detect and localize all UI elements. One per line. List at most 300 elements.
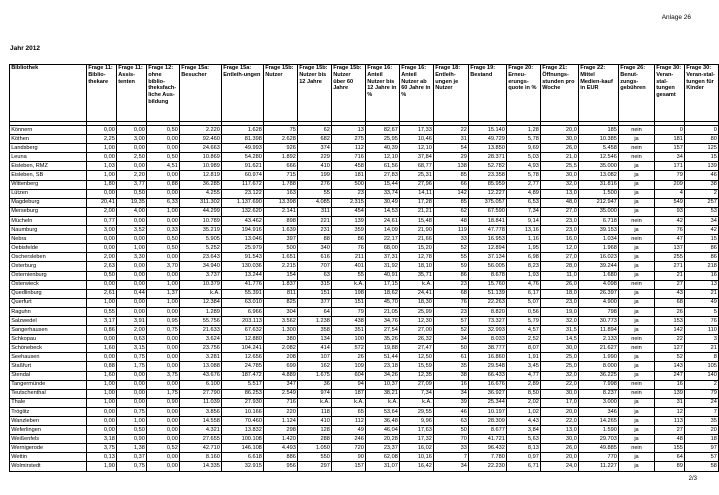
table-cell: 1.675: [298, 371, 332, 380]
table-cell: 86: [685, 253, 719, 262]
table-cell: 0,00: [117, 371, 147, 380]
column-header: Frage 16: Anteil Nutzer bis 12 Jahre in %: [366, 65, 400, 122]
table-cell: 401: [332, 262, 366, 271]
table-row: [10, 462, 719, 471]
table-row: [10, 262, 719, 271]
table-cell: 12,10: [400, 144, 434, 153]
library-name-cell: Staßfurt: [10, 362, 87, 371]
table-cell: ja: [619, 371, 655, 380]
column-header: Frage 19: Bestand: [469, 65, 507, 122]
table-cell: 0,75: [117, 407, 147, 416]
table-cell: 0,88: [87, 362, 117, 371]
table-cell: 0,00: [117, 262, 147, 271]
table-cell: 0,13: [87, 453, 117, 462]
table-cell: 2.141: [264, 207, 298, 216]
table-cell: 0,00: [87, 335, 117, 344]
table-cell: 76: [655, 226, 685, 235]
table-cell: 24.663: [180, 144, 222, 153]
column-header: Frage 15a: Besucher: [180, 65, 222, 122]
table-row: [10, 335, 719, 344]
table-cell: 0,75: [117, 462, 147, 471]
table-cell: ja: [619, 435, 655, 444]
table-cell: 0,56: [507, 307, 541, 316]
table-cell: 0,00: [147, 462, 180, 471]
table-cell: nein: [619, 153, 655, 162]
table-cell: 38.777: [469, 344, 507, 353]
table-cell: 438: [332, 316, 366, 325]
table-cell: 43.462: [222, 216, 264, 225]
table-cell: nein: [619, 389, 655, 398]
table-cell: 208: [264, 353, 298, 362]
table-cell: 29.548: [469, 362, 507, 371]
table-cell: 110: [685, 326, 719, 335]
table-cell: 138: [434, 162, 469, 171]
table-cell: 55.756: [180, 316, 222, 325]
table-cell: 218: [685, 262, 719, 271]
table-cell: 220: [264, 407, 298, 416]
table-cell: 10.166: [222, 407, 264, 416]
table-cell: 34,76: [366, 316, 400, 325]
table-cell: 715: [264, 171, 298, 180]
table-cell: nein: [619, 444, 655, 453]
table-cell: 97: [685, 444, 719, 453]
table-cell: 20,0: [541, 126, 579, 135]
library-name-cell: Wettin: [10, 453, 87, 462]
table-cell: 199: [298, 171, 332, 180]
table-cell: 2,00: [87, 253, 117, 262]
table-cell: 28.371: [469, 153, 507, 162]
table-cell: 3,52: [117, 226, 147, 235]
table-cell: k.A.: [332, 398, 366, 407]
table-cell: ja: [619, 226, 655, 235]
table-row: [10, 271, 719, 280]
table-cell: 1.968: [579, 244, 619, 253]
table-cell: 0,86: [87, 326, 117, 335]
column-header: Bibliothek: [10, 65, 87, 122]
table-cell: 3,75: [87, 444, 117, 453]
table-cell: 18,30: [400, 298, 434, 307]
table-cell: 19,88: [366, 344, 400, 353]
table-cell: 41.721: [469, 435, 507, 444]
table-cell: 311: [298, 207, 332, 216]
library-name-cell: Tangermünde: [10, 380, 87, 389]
table-cell: 3,15: [117, 344, 147, 353]
table-cell: 42: [655, 216, 685, 225]
table-cell: 61: [434, 353, 469, 362]
table-cell: 4.085: [298, 198, 332, 207]
library-name-cell: Schönebeck: [10, 344, 87, 353]
table-cell: 500: [332, 180, 366, 189]
table-cell: 20,41: [87, 198, 117, 207]
table-cell: 410: [298, 162, 332, 171]
table-cell: 6,33: [147, 198, 180, 207]
table-cell: 1.639: [264, 226, 298, 235]
table-cell: 53: [685, 207, 719, 216]
table-cell: 14,11: [400, 189, 434, 198]
table-cell: 358: [298, 326, 332, 335]
library-name-cell: Weißenfels: [10, 435, 87, 444]
table-cell: 22: [655, 335, 685, 344]
table-cell: 0,50: [87, 271, 117, 280]
table-cell: 255: [655, 253, 685, 262]
table-row: [10, 344, 719, 353]
table-cell: 198: [332, 289, 366, 298]
table-cell: 6.100: [180, 380, 222, 389]
table-cell: ja: [619, 298, 655, 307]
table-cell: 181: [655, 135, 685, 144]
table-cell: 15,20: [400, 244, 434, 253]
table-cell: 21,66: [400, 235, 434, 244]
table-cell: k.A.: [298, 398, 332, 407]
table-cell: 0,75: [147, 326, 180, 335]
table-cell: 5,78: [507, 135, 541, 144]
table-cell: 2,63: [87, 262, 117, 271]
table-cell: 2: [685, 380, 719, 389]
library-name-cell: Tröglitz: [10, 407, 87, 416]
table-cell: 13.244: [222, 271, 264, 280]
table-cell: 34: [434, 389, 469, 398]
table-cell: 64: [298, 307, 332, 316]
library-name-cell: Osternienburg: [10, 271, 87, 280]
table-cell: ja: [619, 198, 655, 207]
table-cell: 359: [332, 226, 366, 235]
table-cell: 94: [332, 380, 366, 389]
table-cell: 50: [434, 426, 469, 435]
table-cell: 770: [579, 453, 619, 462]
table-cell: 37,31: [366, 253, 400, 262]
table-cell: 128: [298, 426, 332, 435]
table-cell: 85.959: [469, 180, 507, 189]
table-cell: 16,0: [541, 235, 579, 244]
table-cell: 35.219: [180, 226, 222, 235]
table-cell: 2: [685, 189, 719, 198]
table-cell: ja: [619, 407, 655, 416]
table-cell: 49.993: [222, 144, 264, 153]
table-cell: k.A.: [332, 280, 366, 289]
table-cell: 27,0: [541, 207, 579, 216]
table-cell: 604: [332, 371, 366, 380]
table-cell: 34: [655, 153, 685, 162]
table-cell: 27: [655, 280, 685, 289]
table-cell: 13.088: [180, 362, 222, 371]
table-cell: 35.000: [579, 162, 619, 171]
table-cell: 0: [655, 126, 685, 135]
table-cell: 1,28: [507, 126, 541, 135]
table-cell: 5,63: [507, 435, 541, 444]
table-cell: 12,0: [541, 244, 579, 253]
table-cell: 36.225: [579, 371, 619, 380]
table-cell: nein: [619, 380, 655, 389]
table-cell: 34,26: [366, 371, 400, 380]
table-cell: 49: [332, 426, 366, 435]
table-cell: 26,32: [400, 335, 434, 344]
table-cell: 1,00: [87, 144, 117, 153]
table-cell: ja: [619, 289, 655, 298]
table-cell: 2.220: [180, 126, 222, 135]
table-cell: 10.789: [180, 216, 222, 225]
table-cell: 0,00: [147, 253, 180, 262]
table-cell: 3.737: [180, 271, 222, 280]
table-row: [10, 307, 719, 316]
table-cell: 0,00: [87, 153, 117, 162]
table-cell: 139: [655, 389, 685, 398]
table-cell: 113: [655, 417, 685, 426]
table-row: [10, 235, 719, 244]
table-cell: 410: [298, 417, 332, 426]
table-cell: 151: [298, 289, 332, 298]
table-cell: 1.990: [579, 353, 619, 362]
table-cell: 275: [332, 135, 366, 144]
table-cell: 4,76: [507, 280, 541, 289]
table-cell: 27,96: [400, 180, 434, 189]
table-cell: 51,44: [366, 353, 400, 362]
table-cell: 47: [655, 235, 685, 244]
table-cell: 56.005: [469, 262, 507, 271]
table-cell: 0,00: [87, 426, 117, 435]
table-cell: 33: [434, 444, 469, 453]
table-header-row: [10, 65, 719, 122]
table-cell: 720: [332, 444, 366, 453]
table-cell: 36.927: [469, 389, 507, 398]
table-cell: 81.398: [222, 135, 264, 144]
table-cell: 6.966: [222, 307, 264, 316]
table-cell: 21,90: [400, 226, 434, 235]
table-cell: 0,00: [147, 171, 180, 180]
table-cell: 377: [298, 298, 332, 307]
table-cell: 32,0: [541, 316, 579, 325]
table-cell: 0,00: [147, 453, 180, 462]
table-cell: 85: [434, 171, 469, 180]
table-cell: 30,0: [541, 435, 579, 444]
table-cell: 8,23: [507, 262, 541, 271]
table-cell: 2,02: [507, 398, 541, 407]
table-row: [10, 316, 719, 325]
table-cell: 0,00: [147, 344, 180, 353]
table-cell: 146.108: [222, 444, 264, 453]
table-cell: 14.265: [579, 417, 619, 426]
table-cell: 825: [264, 298, 298, 307]
table-cell: 21,21: [400, 207, 434, 216]
library-name-cell: Naumburg: [10, 226, 87, 235]
library-name-cell: Querfurt: [10, 298, 87, 307]
table-cell: 27,54: [366, 326, 400, 335]
table-cell: 24,61: [366, 216, 400, 225]
table-cell: 0,50: [147, 153, 180, 162]
table-cell: 12.656: [222, 353, 264, 362]
table-cell: 1,75: [147, 389, 180, 398]
table-cell: nein: [619, 144, 655, 153]
table-cell: 4,43: [507, 417, 541, 426]
table-cell: 49: [685, 298, 719, 307]
table-cell: ja: [619, 253, 655, 262]
table-cell: 16: [434, 380, 469, 389]
table-cell: 40,91: [366, 271, 400, 280]
table-cell: 4.889: [264, 371, 298, 380]
table-cell: 340: [298, 244, 332, 253]
column-header: Frage 16: Anteil Nutzer ab 60 Jahre in %: [400, 65, 434, 122]
table-cell: 31: [655, 398, 685, 407]
table-cell: 8.160: [180, 453, 222, 462]
library-name-cell: Raguhn: [10, 307, 87, 316]
table-cell: 52.782: [469, 162, 507, 171]
table-cell: 16.023: [579, 253, 619, 262]
table-cell: 1,90: [87, 462, 117, 471]
table-cell: 26.397: [579, 289, 619, 298]
table-cell: 1.651: [264, 253, 298, 262]
table-cell: ja: [619, 171, 655, 180]
table-cell: 6,53: [507, 198, 541, 207]
table-cell: ja: [619, 162, 655, 171]
table-cell: 5,07: [507, 298, 541, 307]
table-cell: 70: [434, 435, 469, 444]
table-cell: 32,0: [541, 371, 579, 380]
table-cell: 0,00: [117, 235, 147, 244]
library-name-cell: Thale: [10, 398, 87, 407]
library-name-cell: Osterwieck: [10, 280, 87, 289]
table-cell: 34: [685, 216, 719, 225]
table-cell: 24,0: [541, 462, 579, 471]
table-cell: 91.621: [222, 162, 264, 171]
table-cell: 0,52: [147, 444, 180, 453]
table-cell: 50: [434, 344, 469, 353]
table-cell: 91.543: [222, 253, 264, 262]
table-cell: 10.385: [579, 135, 619, 144]
table-cell: 4.255: [180, 189, 222, 198]
table-cell: 0,63: [117, 335, 147, 344]
table-cell: 38: [685, 180, 719, 189]
table-cell: 37,84: [400, 153, 434, 162]
table-cell: 34: [434, 462, 469, 471]
table-cell: 0,00: [117, 380, 147, 389]
table-cell: ja: [619, 453, 655, 462]
library-name-cell: Wolmirstedt: [10, 462, 87, 471]
table-cell: 13.046: [222, 235, 264, 244]
table-cell: nein: [619, 344, 655, 353]
table-cell: 8,07: [507, 344, 541, 353]
table-cell: 59: [434, 262, 469, 271]
table-cell: 6.618: [222, 453, 264, 462]
table-cell: 1.500: [579, 189, 619, 198]
table-cell: 132.620: [222, 207, 264, 216]
table-cell: 0,00: [147, 135, 180, 144]
table-cell: 16.953: [469, 235, 507, 244]
table-cell: 20,0: [541, 453, 579, 462]
table-cell: 25.979: [222, 244, 264, 253]
table-cell: 36,48: [366, 417, 400, 426]
table-cell: 0,00: [87, 244, 117, 253]
table-cell: 0,00: [117, 144, 147, 153]
table-cell: 35.000: [579, 207, 619, 216]
table-cell: 666: [264, 162, 298, 171]
table-cell: 549: [655, 198, 685, 207]
table-cell: 0,00: [147, 435, 180, 444]
table-cell: 15.140: [469, 126, 507, 135]
table-row: [10, 362, 719, 371]
table-cell: 13.398: [264, 198, 298, 207]
table-cell: 0,00: [87, 126, 117, 135]
table-cell: 45,70: [366, 298, 400, 307]
table-cell: 112: [332, 144, 366, 153]
table-cell: 11.894: [579, 326, 619, 335]
table-cell: 1.892: [264, 153, 298, 162]
table-row: [10, 289, 719, 298]
table-cell: 30,49: [366, 198, 400, 207]
table-cell: ja: [619, 189, 655, 198]
table-cell: 15.760: [469, 280, 507, 289]
table-cell: ja: [619, 326, 655, 335]
table-cell: 7: [685, 407, 719, 416]
table-cell: 18,0: [541, 289, 579, 298]
table-cell: 30,0: [541, 344, 579, 353]
table-cell: 4.098: [579, 280, 619, 289]
table-row: [10, 226, 719, 235]
column-header: Frage 20: Erneu-erungs-quote in %: [507, 65, 541, 122]
table-cell: 76: [434, 298, 469, 307]
table-cell: 3,18: [87, 435, 117, 444]
table-cell: 187: [332, 389, 366, 398]
library-name-cell: Mücheln: [10, 216, 87, 225]
table-cell: 1,38: [117, 444, 147, 453]
table-row: [10, 135, 719, 144]
table-cell: 7: [434, 453, 469, 462]
table-cell: 157: [655, 144, 685, 153]
table-cell: 27,83: [366, 171, 400, 180]
table-cell: 28,0: [541, 262, 579, 271]
table-cell: 0,00: [147, 307, 180, 316]
table-cell: 1.289: [180, 307, 222, 316]
table-cell: 13: [685, 280, 719, 289]
table-cell: 52: [655, 353, 685, 362]
table-cell: 1.680: [579, 271, 619, 280]
table-cell: ja: [619, 307, 655, 316]
table-cell: 15,59: [400, 362, 434, 371]
table-cell: 17,28: [400, 198, 434, 207]
table-cell: 21,0: [541, 153, 579, 162]
table-cell: 22.230: [469, 462, 507, 471]
table-cell: 16.676: [469, 380, 507, 389]
table-cell: 16.860: [469, 353, 507, 362]
table-cell: 30,0: [541, 135, 579, 144]
table-cell: 52: [434, 326, 469, 335]
table-cell: 80: [685, 135, 719, 144]
table-row: [10, 244, 719, 253]
table-cell: ja: [619, 398, 655, 407]
table-cell: nein: [619, 335, 655, 344]
table-cell: 23.122: [222, 189, 264, 198]
table-cell: 93: [655, 207, 685, 216]
table-cell: 2,50: [117, 153, 147, 162]
table-cell: 9,69: [507, 144, 541, 153]
table-cell: 0,50: [117, 189, 147, 198]
table-cell: 616: [298, 253, 332, 262]
table-cell: 0,50: [117, 426, 147, 435]
table-cell: 458: [332, 162, 366, 171]
table-cell: 1.050: [298, 444, 332, 453]
table-cell: 374: [298, 144, 332, 153]
table-cell: 20,28: [366, 435, 400, 444]
table-cell: 0,00: [87, 280, 117, 289]
table-cell: 0,00: [117, 162, 147, 171]
table-cell: 0,00: [147, 216, 180, 225]
table-cell: 9,96: [400, 417, 434, 426]
table-cell: 68: [655, 298, 685, 307]
table-row: [10, 444, 719, 453]
table-cell: 10,37: [366, 380, 400, 389]
table-cell: 0,37: [117, 453, 147, 462]
library-name-cell: Teutschenthal: [10, 389, 87, 398]
table-cell: 35: [685, 417, 719, 426]
column-header: Frage 22: Mittel Medien-kauf in EUR: [579, 65, 619, 122]
